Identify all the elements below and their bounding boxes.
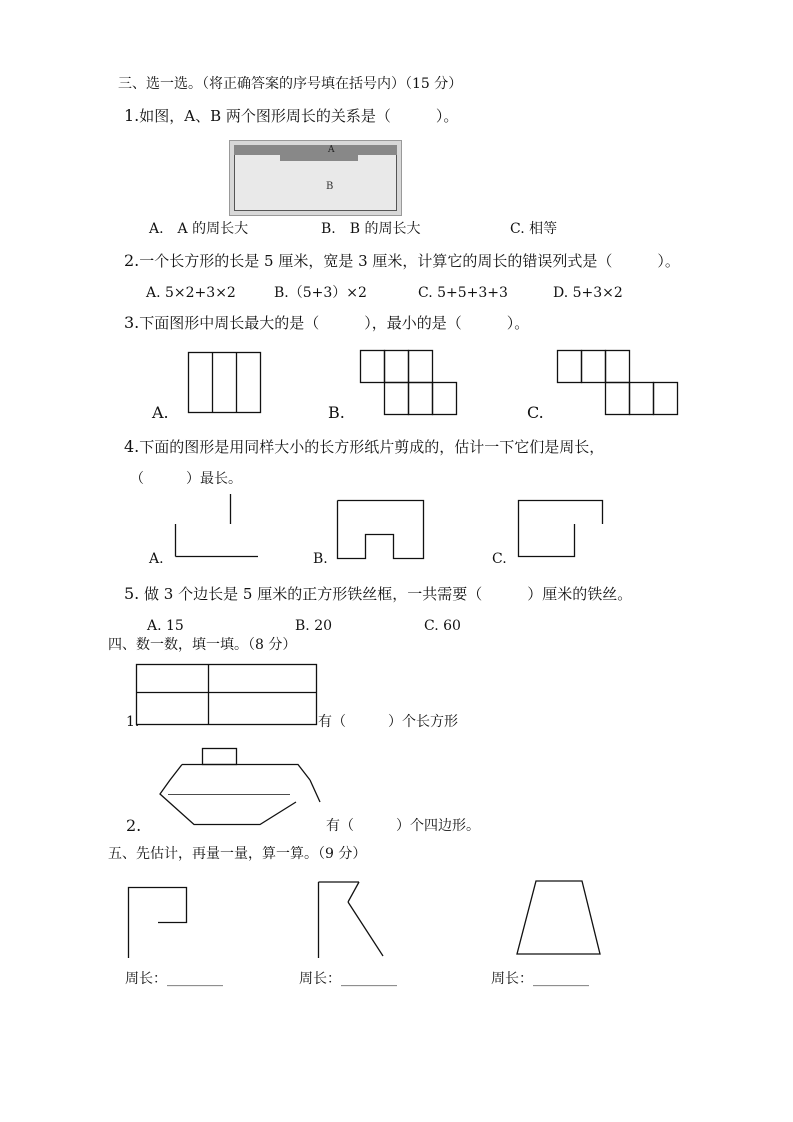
q2-option-a: A. 5×2+3×2 — [146, 285, 236, 301]
q1-text: 如图，A、B 两个图形周长的关系是（ ）。 — [139, 107, 459, 125]
q2-number: 2. — [124, 251, 140, 270]
q5-option-c: C. 60 — [424, 618, 461, 634]
section3-heading: 三、选一选。（将正确答案的序号填在括号内）（15 分） — [118, 76, 463, 92]
q3 — [124, 314, 529, 332]
q3-figure-b — [360, 350, 460, 416]
q3-text: 下面图形中周长最大的是（ ），最小的是（ ）。 — [139, 314, 530, 332]
s5-figure-3 — [514, 878, 604, 958]
q4-text-2: （ ）最长。 — [130, 471, 242, 487]
q1-number: 1. — [124, 106, 140, 125]
q3-number: 3. — [124, 313, 140, 332]
q1-label-a: A — [328, 145, 335, 155]
q3-label-b: B. — [328, 403, 345, 422]
s5-perimeter-2: 周长：________ — [299, 971, 397, 987]
q2-option-d: D. 5+3×2 — [553, 285, 623, 301]
q4-figure-a — [172, 494, 262, 560]
q1-option-c: C. 相等 — [510, 221, 558, 237]
q4-number: 4. — [124, 437, 140, 456]
q1-option-a: A. A 的周长大 — [149, 221, 249, 237]
q5-text: 做 3 个边长是 5 厘米的正方形铁丝框，一共需要（ ）厘米的铁丝。 — [139, 585, 633, 603]
q4-figure-c — [518, 500, 608, 562]
s4-rectangle-grid — [136, 664, 320, 728]
s4-q1-number: 1. — [126, 714, 140, 730]
s4-q2-text: 有（ ）个四边形。 — [326, 818, 480, 834]
q1-photo-figure — [229, 140, 402, 216]
s5-figure-2 — [315, 880, 387, 960]
q5 — [124, 585, 632, 603]
q4-figure-b — [337, 500, 427, 562]
q5-number: 5. — [124, 584, 140, 603]
s4-q1-text: 有（ ）个长方形 — [318, 714, 458, 730]
q3-label-c: C. — [527, 403, 544, 422]
q2-option-c: C. 5+5+3+3 — [418, 285, 508, 301]
s5-perimeter-1: 周长：________ — [125, 971, 223, 987]
s4-q2-number: 2. — [126, 816, 142, 835]
q5-option-a: A. 15 — [147, 618, 184, 634]
q1-label-b: B — [326, 181, 334, 192]
q2 — [124, 252, 680, 270]
s5-perimeter-3: 周长：________ — [491, 971, 589, 987]
q3-figure-a — [188, 352, 262, 414]
section4-heading: 四、数一数，填一填。（8 分） — [108, 637, 297, 653]
q2-text: 一个长方形的长是 5 厘米，宽是 3 厘米，计算它的周长的错误列式是（ ）。 — [139, 252, 680, 270]
s4-boat-figure — [158, 746, 324, 830]
q4-label-b: B. — [313, 551, 328, 567]
q3-label-a: A. — [152, 403, 169, 422]
s5-figure-1 — [126, 886, 192, 960]
q1-option-b: B. B 的周长大 — [321, 221, 421, 237]
q5-option-b: B. 20 — [295, 618, 333, 634]
section5-heading: 五、先估计，再量一量，算一算。（9 分） — [108, 846, 367, 862]
q4-label-a: A. — [149, 551, 164, 567]
q3-figure-c — [557, 350, 681, 416]
q1 — [124, 107, 458, 125]
q2-option-b: B.（5+3）×2 — [274, 285, 367, 301]
q4-label-c: C. — [492, 551, 507, 567]
q4-text: 下面的图形是用同样大小的长方形纸片剪成的，估计一下它们是周长， — [139, 438, 605, 456]
q4 — [124, 438, 604, 456]
